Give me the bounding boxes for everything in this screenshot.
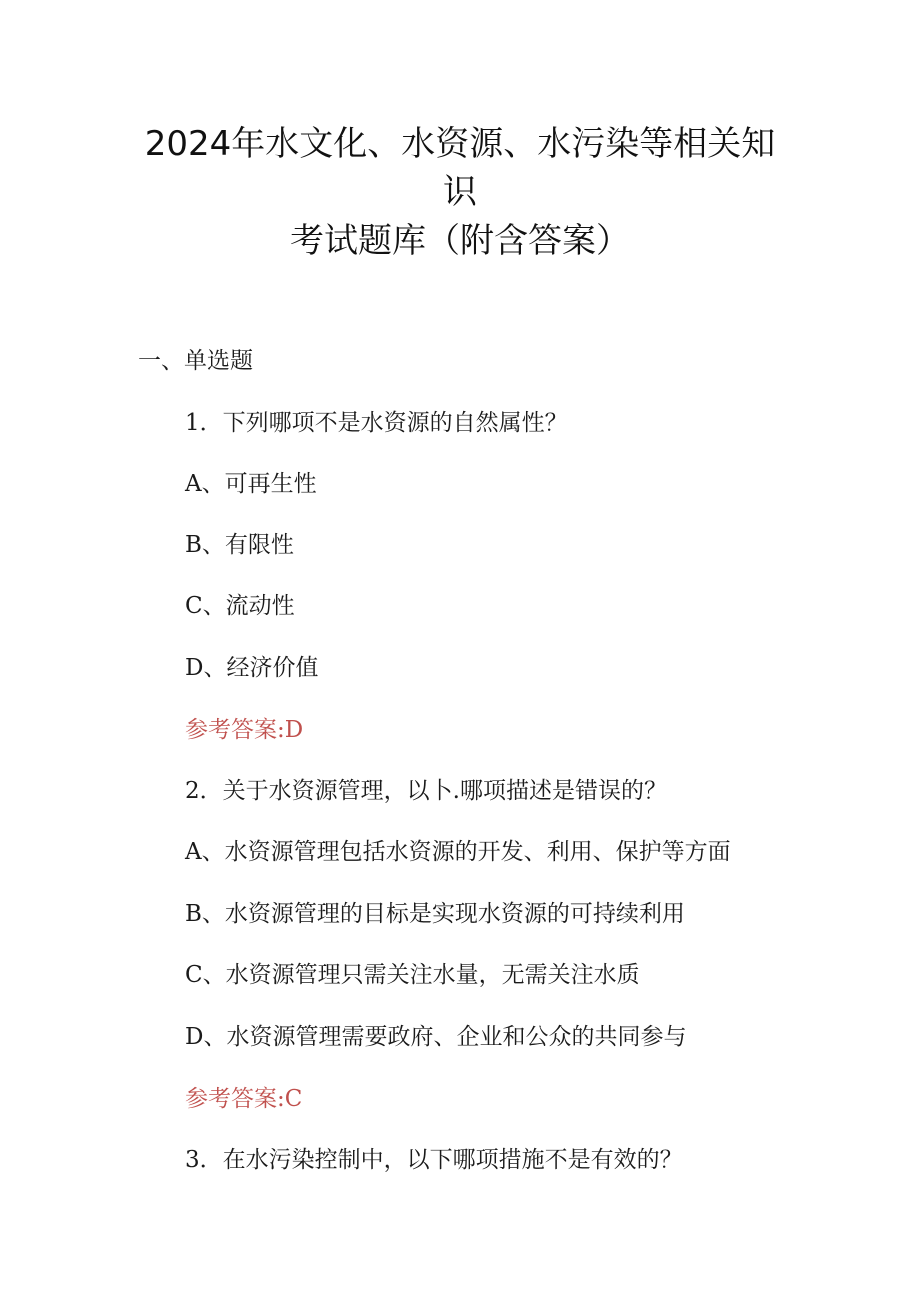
question-1-option-a: A、可再生性 xyxy=(185,471,317,497)
question-1-option-c: C、流动性 xyxy=(185,593,295,619)
question-1: 1．下列哪项不是水资源的自然属性？ xyxy=(185,410,568,436)
question-1-option-b: B、有限性 xyxy=(185,532,294,558)
question-2-option-a: A、水资源管理包括水资源的开发、利用、保护等方面 xyxy=(185,839,731,865)
question-2-answer: 参考答案:C xyxy=(185,1086,303,1112)
document-title-line-2: 识 xyxy=(443,172,477,212)
question-2-option-d: D、水资源管理需要政府、企业和公众的共同参与 xyxy=(185,1024,687,1050)
document-title-line-3: 考试题库（附含答案） xyxy=(290,221,630,261)
question-3: 3．在水污染控制中，以下哪项措施不是有效的？ xyxy=(185,1147,683,1173)
question-1-answer: 参考答案:D xyxy=(185,717,304,743)
question-2-option-c: C、水资源管理只需关注水量，无需关注水质 xyxy=(185,962,640,988)
section-heading: 一、单选题 xyxy=(138,348,253,374)
question-2-option-b: B、水资源管理的目标是实现水资源的可持续利用 xyxy=(185,901,685,927)
question-1-option-d: D、经济价值 xyxy=(185,655,319,681)
question-2: 2．关于水资源管理，以卜.哪项描述是错误的？ xyxy=(185,778,667,804)
document-title-line-1: 2024年水文化、水资源、水污染等相关知 xyxy=(144,124,776,164)
